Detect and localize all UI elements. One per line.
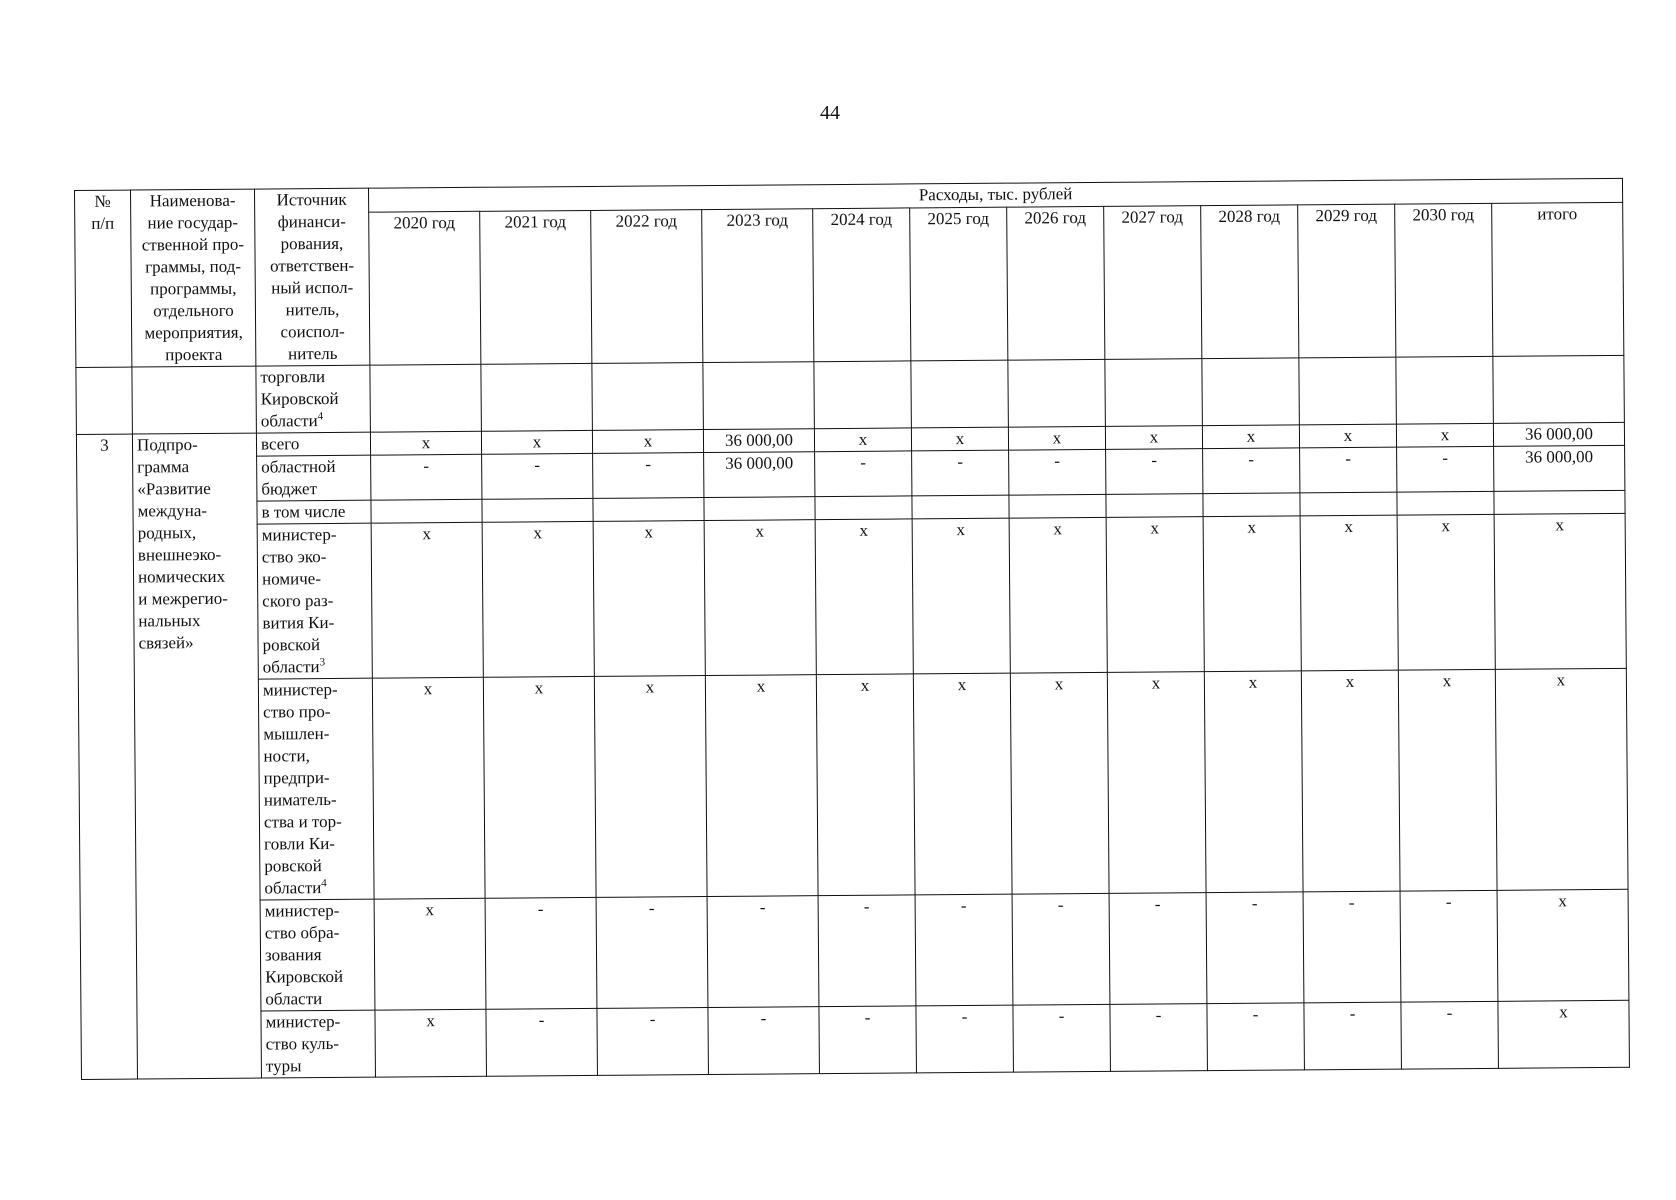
footnote-mark: 3 [319, 656, 326, 669]
year-value-cell: х [594, 676, 707, 898]
year-value-cell [482, 498, 593, 522]
year-value-cell: х [1300, 515, 1398, 671]
funding-source-cell [257, 523, 372, 679]
empty-cell [703, 362, 815, 430]
funding-source-text: министер- ство обра- зования Кировской области [264, 900, 344, 1009]
footnote-mark: 4 [317, 410, 324, 423]
header-number: № п/п [75, 190, 132, 367]
year-value-cell: х [1204, 671, 1303, 893]
header-year: 2020 год [369, 211, 481, 365]
funding-source-text: министер- ство куль- туры [265, 1011, 341, 1076]
year-value-cell: х [1008, 426, 1105, 450]
funding-source-cell [261, 1010, 376, 1078]
continuation-row [76, 355, 1624, 434]
year-value-cell: х [704, 520, 816, 676]
continuation-name-cell [132, 366, 257, 434]
year-value-cell: х [370, 431, 481, 455]
header-year: 2030 год [1395, 203, 1493, 357]
header-year: 2021 год [480, 210, 592, 364]
empty-cell [481, 363, 593, 431]
year-value-cell [1203, 493, 1300, 517]
year-value-cell: х [1202, 425, 1299, 449]
budget-table [74, 178, 1630, 1080]
year-value-cell: - [597, 1008, 709, 1076]
year-value-cell: х [1106, 517, 1204, 673]
continuation-source-text: торговли Кировской области [260, 367, 339, 431]
year-value-cell: х [1105, 426, 1202, 450]
year-value-cell: х [705, 675, 818, 897]
header-expenses: Расходы, тыс. рублей [368, 178, 1622, 212]
year-value-cell: - [486, 1008, 598, 1076]
table-row [77, 513, 1626, 680]
year-value-cell: х [483, 676, 596, 898]
year-value-cell: - [818, 895, 916, 1007]
year-value-cell: х [1396, 423, 1493, 447]
header-year: 2028 год [1201, 205, 1299, 359]
year-value-cell: х [911, 427, 1008, 451]
year-value-cell: - [1304, 1002, 1402, 1070]
year-value-cell [593, 498, 704, 522]
year-value-cell: - [593, 453, 704, 499]
year-value-cell [912, 495, 1009, 519]
year-value-cell: х [913, 673, 1012, 895]
year-value-cell: - [1009, 449, 1106, 495]
table-body [76, 355, 1630, 1079]
year-value-cell: - [912, 450, 1009, 496]
header-year: 2024 год [813, 208, 911, 362]
empty-cell [1396, 356, 1494, 424]
empty-cell [814, 361, 912, 429]
header-year: 2025 год [910, 207, 1008, 361]
year-value-cell: - [482, 453, 593, 499]
year-value-cell: х [1397, 514, 1495, 670]
funding-source-text: министер- ство про- мышлен- ности, предпри- ниматель- ства и тор- говли Ки- ровской области [262, 679, 342, 898]
total-value-cell: 36 000,00 [1493, 422, 1624, 446]
funding-source-cell [260, 899, 375, 1011]
year-value-cell: - [1106, 449, 1203, 495]
year-value-cell: х [372, 677, 485, 899]
funding-source-text: министер- ство эко- номиче- ского раз- вития Ки- ровской области [261, 524, 337, 677]
year-value-cell: х [592, 430, 703, 454]
year-value-cell [1009, 494, 1106, 518]
funding-source-text: областной бюджет [261, 456, 336, 499]
year-value-cell: х [815, 519, 913, 675]
footnote-mark: 4 [321, 877, 327, 890]
year-value-cell: х [375, 1009, 487, 1077]
year-value-cell: х [593, 521, 705, 677]
year-value-cell [1397, 491, 1494, 515]
year-value-cell: - [1203, 448, 1300, 494]
year-value-cell: х [1203, 516, 1301, 672]
year-value-cell: х [1009, 517, 1107, 673]
funding-source-text: всего [260, 434, 300, 454]
year-value-cell: - [596, 897, 708, 1009]
year-value-cell: - [1397, 446, 1494, 492]
year-value-cell: - [815, 451, 912, 497]
subprogram-name: Подпро- грамма «Развитие междуна- родных, внешнеэко- номических и межрегио- нальных связей» [132, 433, 261, 1079]
year-value-cell [1300, 492, 1397, 516]
empty-cell [592, 363, 704, 431]
continuation-number-cell [76, 367, 133, 434]
page-number: 44 [820, 102, 840, 124]
year-value-cell: - [1110, 1004, 1208, 1072]
total-value-cell: х [1495, 668, 1628, 890]
total-value-cell: 36 000,00 [1494, 445, 1625, 491]
year-value-cell: - [1300, 447, 1397, 493]
header-funding-source: Источник финанси- рования, ответствен- ный испол- нитель, соиспол- нитель [254, 188, 369, 366]
total-value-cell [1494, 490, 1625, 514]
table-row [80, 889, 1629, 1012]
year-value-cell [704, 497, 815, 521]
continuation-source-cell [256, 365, 371, 433]
year-value-cell [815, 496, 912, 520]
year-value-cell: х [814, 428, 911, 452]
year-value-cell [1106, 494, 1203, 518]
funding-source-cell [257, 500, 371, 524]
year-value-cell: - [916, 1005, 1014, 1073]
header-year: 2027 год [1104, 206, 1202, 360]
funding-source-cell [258, 678, 374, 900]
year-value-cell: х [1398, 669, 1497, 891]
year-value-cell: х [1010, 672, 1109, 894]
total-value-cell: х [1494, 513, 1626, 669]
year-value-cell: - [1303, 891, 1401, 1003]
year-value-cell: х [481, 430, 592, 454]
funding-source-cell [257, 455, 371, 501]
year-value-cell: х [482, 521, 594, 677]
year-value-cell: - [1012, 893, 1110, 1005]
year-value-cell: - [371, 454, 482, 500]
year-value-cell: - [485, 897, 597, 1009]
year-value-cell: х [1301, 670, 1400, 892]
empty-cell [370, 364, 482, 432]
year-value-cell: - [1109, 893, 1207, 1005]
total-value-cell: х [1497, 889, 1629, 1001]
year-value-cell: - [1401, 1001, 1499, 1069]
table-row [81, 1000, 1629, 1079]
funding-source-text: в том числе [261, 501, 346, 522]
empty-cell [911, 360, 1009, 428]
year-value-cell: х [1107, 672, 1206, 894]
year-value-cell: х [816, 674, 915, 896]
year-value-cell: - [915, 894, 1013, 1006]
empty-cell [1202, 358, 1300, 426]
year-value-cell [371, 499, 482, 523]
subprogram-number: 3 [76, 434, 137, 1079]
table-row [78, 668, 1628, 901]
empty-cell [1299, 357, 1397, 425]
header-year: 2026 год [1007, 206, 1105, 360]
year-value-cell: - [1013, 1004, 1111, 1072]
header-year: 2023 год [702, 209, 814, 363]
year-value-cell: х [371, 522, 483, 678]
year-value-cell: х [374, 898, 486, 1010]
header-program-name: Наименова- ние государ- ственной про- граммы, под- программы, отдельного мероприятия, проекта [131, 189, 256, 367]
year-value-cell: - [1206, 892, 1304, 1004]
year-value-cell: - [819, 1006, 917, 1074]
header-year: итого [1492, 202, 1624, 356]
empty-cell [1008, 359, 1106, 427]
year-value-cell: - [707, 896, 819, 1008]
empty-cell [1493, 355, 1625, 423]
year-value-cell: - [1207, 1003, 1305, 1071]
header-year: 2022 год [591, 210, 703, 364]
year-value-cell: - [1400, 890, 1498, 1002]
year-value-cell: х [912, 518, 1010, 674]
empty-cell [1105, 359, 1203, 427]
total-value-cell: х [1498, 1000, 1630, 1068]
year-value-cell: 36 000,00 [704, 452, 815, 498]
header-year: 2029 год [1298, 204, 1396, 358]
year-value-cell: 36 000,00 [703, 429, 814, 453]
funding-source-cell [256, 432, 370, 456]
year-value-cell: х [1299, 424, 1396, 448]
year-value-cell: - [708, 1007, 820, 1075]
